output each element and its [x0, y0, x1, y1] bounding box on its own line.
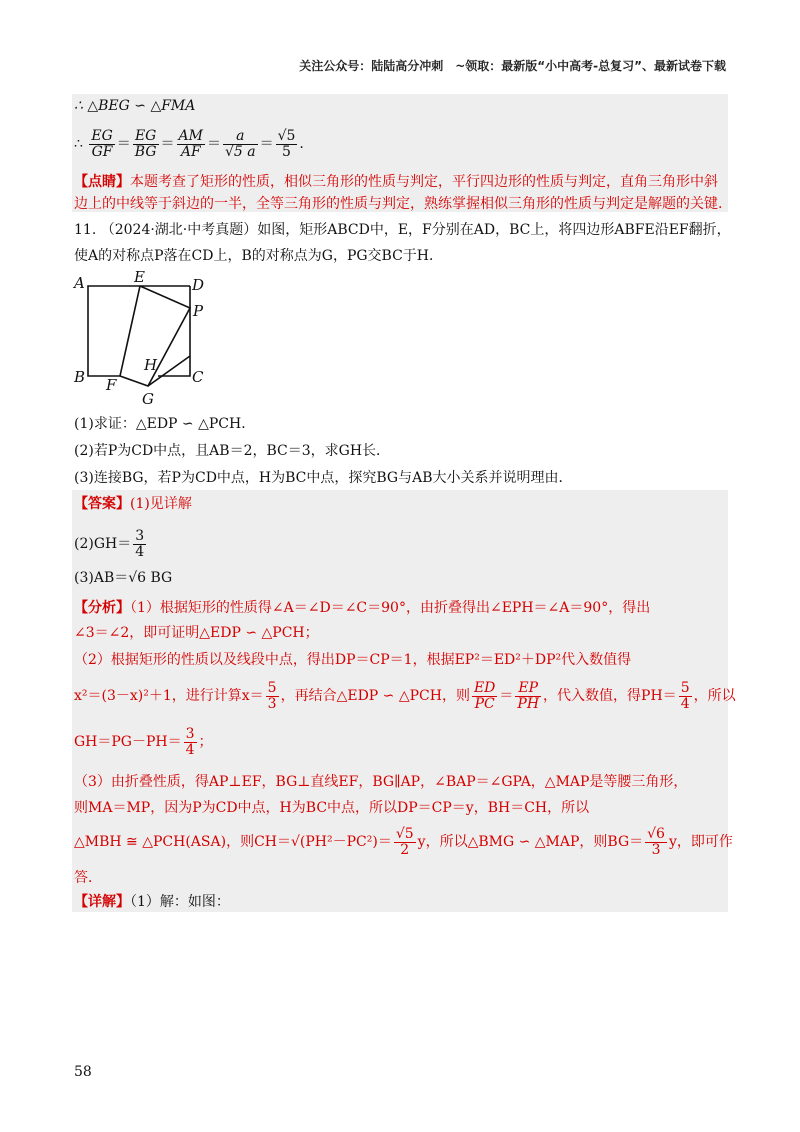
question-1: (1)求证：△EDP ∽ △PCH． [74, 416, 256, 432]
ratio-equation: ∴ $\frac{EG}{GF}$ ＝ $\frac{EG}{BG}$ ＝ $\frac{AM}{AF}$ ＝ $\frac{a}{√5 a}$ ＝ $\frac{√5}{5}$ . [74, 127, 304, 160]
label-B: B [74, 368, 86, 386]
label-H: H [144, 356, 158, 374]
fraction: $\frac{EG}{BG}$ [134, 127, 157, 160]
fraction: $\frac{5}{3}$ [267, 679, 277, 712]
conclusion-similar: ∴ △BEG ∽ △FMA [74, 98, 196, 114]
analysis-1a: 【分析】（1）根据矩形的性质得∠A＝∠D＝∠C＝90°，由折叠得出∠EPH＝∠A＝90°，得出 [74, 600, 651, 616]
analysis-1b: ∠3＝∠2，即可证明△EDP ∽ △PCH； [74, 625, 319, 641]
page-number: 58 [74, 1064, 92, 1080]
page-header: 关注公众号：陆陆高分冲刺 ~领取：最新版“小中高考-总复习”、最新试卷下载 [299, 59, 726, 73]
fraction: $\frac{5}{4}$ [680, 679, 690, 712]
fraction: $\frac{EP}{PH}$ [517, 679, 540, 712]
problem-line-2: 使A的对称点P落在CD上，B的对称点为G，PG交BC于H． [74, 248, 444, 264]
label-P: P [193, 302, 204, 320]
analysis-3c: △MBH ≅ △PCH(ASA)，则CH＝√(PH²－PC²)＝ $\frac{√5}{2}$ y，所以△BMG ∽ △MAP，则BG＝ $\frac{√6}{3}$ y，即可作 [74, 825, 733, 858]
rect-left-top-bottom [88, 286, 190, 376]
analysis-2b: x²＝(3－x)²＋1，进行计算x＝ $\frac{5}{3}$ ，再结合△EDP ∽ △PCH，则 $\frac{ED}{PC}$ ＝ $\frac{EP}{PH}$ ，代入数值，得PH＝ $\frac{5}{4}$ ，所以 [74, 679, 736, 712]
fraction: $\frac{√5}{5}$ [277, 127, 296, 160]
fraction: $\frac{AM}{AF}$ [178, 127, 203, 160]
analysis-2a: （2）根据矩形的性质以及线段中点，得出DP＝CP＝1，根据EP²＝ED²＋DP²代入数值得 [74, 652, 632, 668]
geometry-figure [70, 268, 230, 410]
fraction: $\frac{√6}{3}$ [647, 825, 665, 858]
label-G: G [142, 390, 154, 408]
analysis-3d: 答． [74, 870, 102, 886]
fraction: $\frac{a}{√5 a}$ [224, 127, 256, 160]
detail-start: 【详解】（1）解：如图： [74, 894, 230, 910]
fraction: $\frac{ED}{PC}$ [473, 679, 496, 712]
question-3: (3)连接BG，若P为CD中点，H为BC中点，探究BG与AB大小关系并说明理由． [74, 470, 573, 486]
label-E: E [134, 268, 145, 286]
answer-2: (2)GH＝ $\frac{3}{4}$ [74, 527, 145, 560]
fold-line-ef [120, 286, 140, 376]
problem-line-1: 11. （2024·湖北·中考真题）如图，矩形ABCD中，E，F分别在AD，BC上，将四边形ABFE沿EF翻折， [74, 222, 731, 238]
answer-1: 【答案】(1)见详解 [74, 496, 192, 512]
question-2: (2)若P为CD中点，且AB＝2，BC＝3，求GH长． [74, 443, 391, 459]
label-C: C [192, 368, 204, 386]
fraction: $\frac{√5}{2}$ [395, 825, 414, 858]
rect-right-side [158, 286, 190, 376]
fraction: $\frac{3}{4}$ [135, 527, 145, 560]
fraction: $\frac{EG}{GF}$ [91, 127, 113, 160]
analysis-3b: 则MA＝MP，因为P为CD中点，H为BC中点，所以DP＝CP＝y，BH＝CH，所以 [74, 800, 590, 816]
analysis-3a: （3）由折叠性质，得AP⊥EF，BG⊥直线EF，BG∥AP，∠BAP＝∠GPA，△MAP是等腰三角形， [74, 774, 688, 790]
answer-3: (3)AB＝√6 BG [74, 570, 173, 586]
comment-line-1: 【点睛】本题考查了矩形的性质，相似三角形的性质与判定，平行四边形的性质与判定，直角三角形中斜 [74, 174, 718, 190]
comment-line-2: 边上的中线等于斜边的一半，全等三角形的性质与判定，熟练掌握相似三角形的性质与判定是解题的关键. [74, 196, 723, 212]
label-D: D [192, 276, 205, 294]
label-F: F [106, 376, 117, 394]
analysis-2c: GH＝PG－PH＝ $\frac{3}{4}$ ； [74, 725, 213, 758]
fraction: $\frac{3}{4}$ [185, 725, 195, 758]
label-A: A [74, 274, 85, 292]
